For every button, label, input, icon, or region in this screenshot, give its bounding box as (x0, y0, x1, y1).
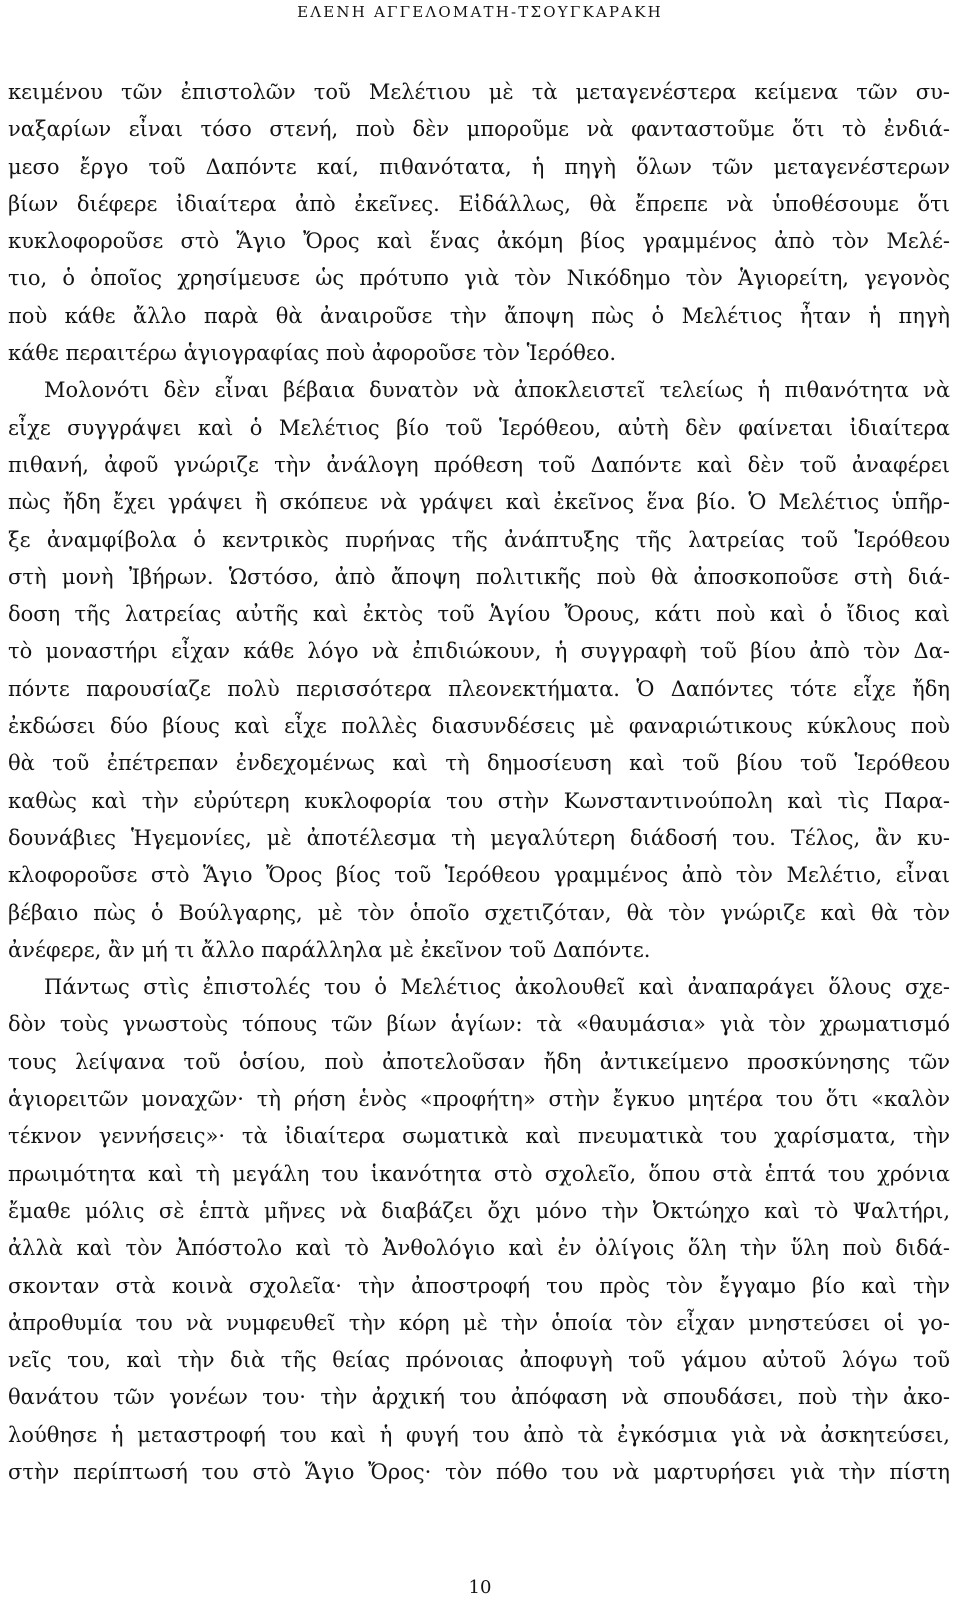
text-line: στὴ μονὴ Ἰβήρων. Ὡστόσο, ἀπὸ ἄποψη πολιτικῆς ποὺ θὰ ἀποσκοποῦσε στὴ διά- (8, 564, 950, 589)
text-line: κυκλοφοροῦσε στὸ Ἅγιο Ὄρος καὶ ἕνας ἀκόμη βίος γραμμένος ἀπὸ τὸν Μελέ- (8, 229, 950, 254)
text-line: ποὺ κάθε ἄλλο παρὰ θὰ ἀναιροῦσε τὴν ἄποψη πὼς ὁ Μελέτιος ἦταν ἡ πηγὴ (8, 303, 950, 328)
paragraph (8, 74, 950, 372)
text-line: κειμένου τῶν ἐπιστολῶν τοῦ Μελέτιου μὲ τὰ μεταγενέστερα κείμενα τῶν συ- (8, 80, 950, 104)
text-line: Μολονότι δὲν εἶναι βέβαια δυνατὸν νὰ ἀποκλειστεῖ τελείως ἡ πιθανότητα νὰ (44, 378, 950, 403)
text-line: μεσο ἔργο τοῦ Δαπόντε καί, πιθανότατα, ἡ πηγὴ ὅλων τῶν μεταγενέστερων (8, 154, 950, 179)
text-line: καθὼς καὶ τὴν εὐρύτερη κυκλοφορία του στὴν Κωνσταντινούπολη καὶ τὶς Παρα- (8, 788, 950, 813)
text-line: τιο, ὁ ὁποῖος χρησίμευσε ὡς πρότυπο γιὰ τὸν Νικόδημο τὸν Ἁγιορείτη, γεγονὸς (8, 266, 950, 291)
text-line: βέβαιο πὼς ὁ Βούλγαρης, μὲ τὸν ὁποῖο σχετιζόταν, θὰ τὸν γνώριζε καὶ θὰ τὸν (8, 900, 950, 925)
text-line: στὴν περίπτωσή του στὸ Ἅγιο Ὄρος· τὸν πόθο του νὰ μαρτυρήσει γιὰ τὴν πίστη (8, 1459, 950, 1484)
text-line: κλοφοροῦσε στὸ Ἅγιο Ὄρος βίος τοῦ Ἱερόθεου γραμμένος ἀπὸ τὸν Μελέτιο, εἶναι (8, 863, 950, 888)
page-number: 10 (468, 1577, 492, 1598)
text-line: λούθησε ἡ μεταστροφή του καὶ ἡ φυγή του ἀπὸ τὰ ἐγκόσμια γιὰ νὰ ἀσκητεύσει, (8, 1422, 950, 1447)
text-line: ἀλλὰ καὶ τὸν Ἀπόστολο καὶ τὸ Ἀνθολόγιο καὶ ἐν ὀλίγοις ὅλη τὴν ὕλη ποὺ διδά- (8, 1236, 950, 1261)
text-line: ξε ἀναμφίβολα ὁ κεντρικὸς πυρήνας τῆς ἀνάπτυξης τῆς λατρείας τοῦ Ἱερόθεου (8, 527, 950, 552)
text-line: θανάτου τῶν γονέων του· τὴν ἀρχική του ἀπόφαση νὰ σπουδάσει, ποὺ τὴν ἀκο- (8, 1385, 950, 1410)
text-line: βίων διέφερε ἰδιαίτερα ἀπὸ ἐκεῖνες. Εἰδάλλως, θὰ ἔπρεπε νὰ ὑποθέσουμε ὅτι (8, 191, 950, 216)
text-line: Πάντως στὶς ἐπιστολές του ὁ Μελέτιος ἀκολουθεῖ καὶ ἀναπαράγει ὅλους σχε- (44, 975, 950, 1000)
paragraph (8, 969, 950, 1491)
text-line: νεῖς του, καὶ τὴν διὰ τῆς θείας πρόνοιας ἀποφυγὴ τοῦ γάμου αὐτοῦ λόγω τοῦ (8, 1348, 950, 1373)
paragraph (8, 372, 950, 969)
running-head: ΕΛΕΝΗ ΑΓΓΕΛΟΜΑΤΗ-ΤΣΟΥΓΚΑΡΑΚΗ (297, 3, 663, 21)
text-line: ἁγιορειτῶν μοναχῶν· τὴ ρήση ἑνὸς «προφήτη» στὴν ἔγκυο μητέρα του ὅτι «καλὸν (8, 1087, 950, 1112)
text-line: σκονταν στὰ κοινὰ σχολεῖα· τὴν ἀποστροφή του πρὸς τὸν ἔγγαμο βίο καὶ τὴν (8, 1273, 950, 1298)
text-line: πιθανή, ἀφοῦ γνώριζε τὴν ἀνάλογη πρόθεση τοῦ Δαπόντε καὶ δὲν τοῦ ἀναφέρει (8, 452, 950, 477)
text-line: ἀπροθυμία του νὰ νυμφευθεῖ τὴν κόρη μὲ τὴν ὁποία τὸν εἶχαν μνηστεύσει οἱ γο- (8, 1310, 950, 1335)
text-line: δουνάβιες Ἡγεμονίες, μὲ ἀποτέλεσμα τὴ μεγαλύτερη διάδοσή του. Τέλος, ἂν κυ- (8, 825, 950, 850)
text-line: κάθε περαιτέρω ἁγιογραφίας ποὺ ἀφοροῦσε τὸν Ἱερόθεο. (8, 341, 617, 366)
text-line: πρωιμότητα καὶ τὴ μεγάλη του ἱκανότητα στὸ σχολεῖο, ὅπου στὰ ἑπτά του χρόνια (8, 1161, 950, 1186)
text-line: ναξαρίων εἶναι τόσο στενή, ποὺ δὲν μποροῦμε νὰ φανταστοῦμε ὅτι τὸ ἐνδιά- (8, 117, 950, 142)
text-line: θὰ τοῦ ἐπέτρεπαν ἐνδεχομένως καὶ τὴ δημοσίευση καὶ τοῦ βίου τοῦ Ἱερόθεου (8, 751, 950, 776)
text-line: ἔμαθε μόλις σὲ ἑπτὰ μῆνες νὰ διαβάζει ὄχι μόνο τὴν Ὀκτώηχο καὶ τὸ Ψαλτήρι, (8, 1198, 950, 1223)
text-line: δὸν τοὺς γνωστοὺς τόπους τῶν βίων ἁγίων: τὰ «θαυμάσια» γιὰ τὸν χρωματισμό (8, 1012, 950, 1037)
text-line: τὸ μοναστήρι εἶχαν κάθε λόγο νὰ ἐπιδιώκουν, ἡ συγγραφὴ τοῦ βίου ἀπὸ τὸν Δα- (8, 639, 950, 664)
text-line: τους λείψανα τοῦ ὁσίου, ποὺ ἀποτελοῦσαν ἤδη ἀντικείμενο προσκύνησης τῶν (8, 1049, 950, 1074)
text-line: πὼς ἤδη ἔχει γράψει ἢ σκόπευε νὰ γράψει καὶ ἐκεῖνος ἕνα βίο. Ὁ Μελέτιος ὑπῆρ- (8, 490, 950, 515)
text-line: πόντε παρουσίαζε πολὺ περισσότερα πλεονεκτήματα. Ὁ Δαπόντες τότε εἶχε ἤδη (8, 676, 950, 701)
text-line: δοση τῆς λατρείας αὐτῆς καὶ ἐκτὸς τοῦ Ἁγίου Ὄρους, κάτι ποὺ καὶ ὁ ἴδιος καὶ (8, 602, 950, 627)
text-line: ἐκδώσει δύο βίους καὶ εἶχε πολλὲς διασυνδέσεις μὲ φαναριώτικους κύκλους ποὺ (8, 714, 950, 739)
text-line: εἶχε συγγράψει καὶ ὁ Μελέτιος βίο τοῦ Ἱερόθεου, αὐτὴ δὲν φαίνεται ἰδιαίτερα (8, 415, 950, 440)
text-line: ἀνέφερε, ἂν μή τι ἄλλο παράλληλα μὲ ἐκεῖνον τοῦ Δαπόντε. (8, 937, 651, 962)
text-line: τέκνον γεννήσεις»· τὰ ἰδιαίτερα σωματικὰ καὶ πνευματικὰ του χαρίσματα, τὴν (8, 1124, 950, 1149)
body-text (8, 74, 950, 1491)
